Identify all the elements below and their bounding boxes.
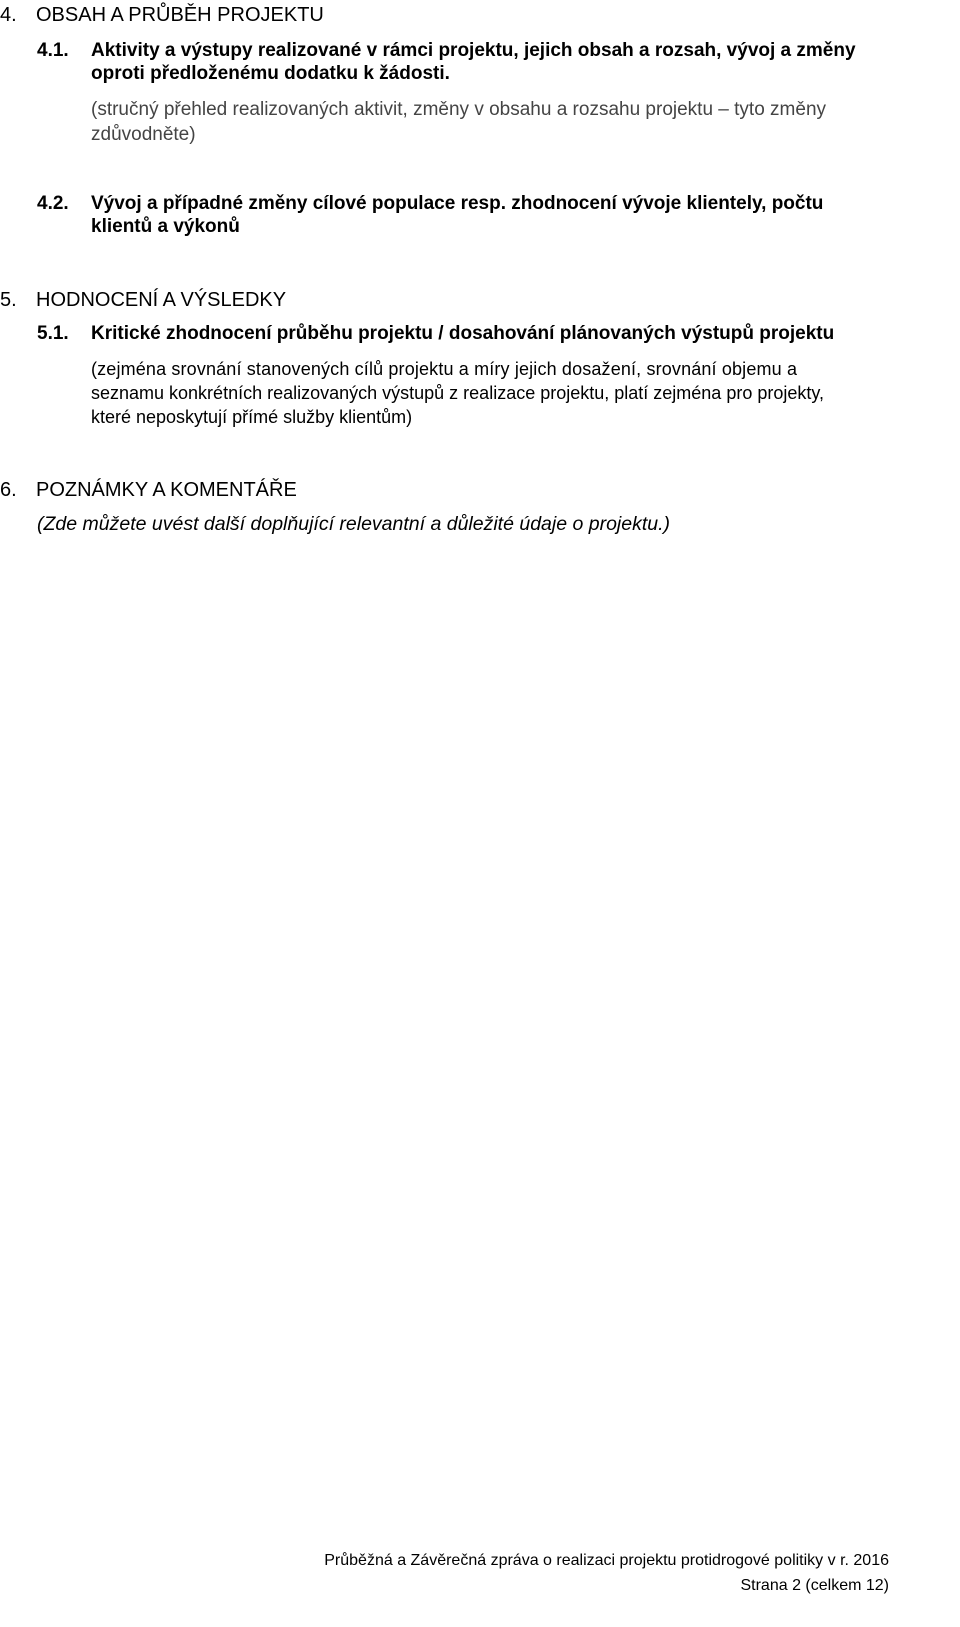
section-6-number: 6. [0, 479, 17, 501]
subsection-4-1-note-line2: zdůvodněte) [91, 124, 196, 145]
subsection-5-1-number: 5.1. [37, 323, 69, 344]
subsection-5-1-heading [37, 323, 834, 345]
subsection-5-1-note-line1: (zejména srovnání stanovených cílů projektu a míry jejich dosažení, srovnání objemu a [91, 359, 798, 379]
section-5-title: HODNOCENÍ A VÝSLEDKY [36, 289, 287, 311]
section-5-number: 5. [0, 289, 17, 311]
section-6-title: POZNÁMKY A KOMENTÁŘE [36, 479, 297, 501]
section-5-heading [0, 289, 286, 312]
subsection-4-1-note-line1: (stručný přehled realizovaných aktivit, změny v obsahu a rozsahu projektu – tyto změny [91, 99, 827, 120]
subsection-4-1-number: 4.1. [37, 40, 69, 61]
subsection-4-1-title-line2: oproti předloženému dodatku k žádosti. [91, 63, 450, 84]
subsection-4-1-title-line1: Aktivity a výstupy realizované v rámci projektu, jejich obsah a rozsah, vývoj a změny [91, 40, 856, 61]
subsection-4-2-title-line1: Vývoj a případné změny cílové populace resp. zhodnocení vývoje klientely, počtu [91, 193, 824, 214]
subsection-4-2-title-line2: klientů a výkonů [91, 216, 240, 237]
footer-page-info: Strana 2 (celkem 12) [740, 1577, 889, 1594]
section-4-heading [0, 4, 324, 27]
subsection-5-1-title: Kritické zhodnocení průběhu projektu / dosahování plánovaných výstupů projektu [91, 323, 835, 344]
subsection-5-1-note-line2: seznamu konkrétních realizovaných výstupů z realizace projektu, platí zejména pro projekty, [91, 383, 825, 403]
subsection-4-2-heading [37, 193, 823, 215]
subsection-4-1-heading [37, 40, 856, 62]
subsection-5-1-note-line3: které neposkytují přímé služby klientům) [91, 407, 413, 427]
footer-report-title: Průběžná a Závěrečná zpráva o realizaci projektu protidrogové politiky v r. 2016 [324, 1552, 889, 1569]
section-6-note: (Zde můžete uvést další doplňující relevantní a důležité údaje o projektu.) [37, 513, 671, 535]
subsection-4-2-number: 4.2. [37, 193, 69, 214]
section-4-title: OBSAH A PRŮBĚH PROJEKTU [36, 4, 324, 26]
section-4-number: 4. [0, 4, 17, 26]
section-6-heading [0, 479, 297, 502]
